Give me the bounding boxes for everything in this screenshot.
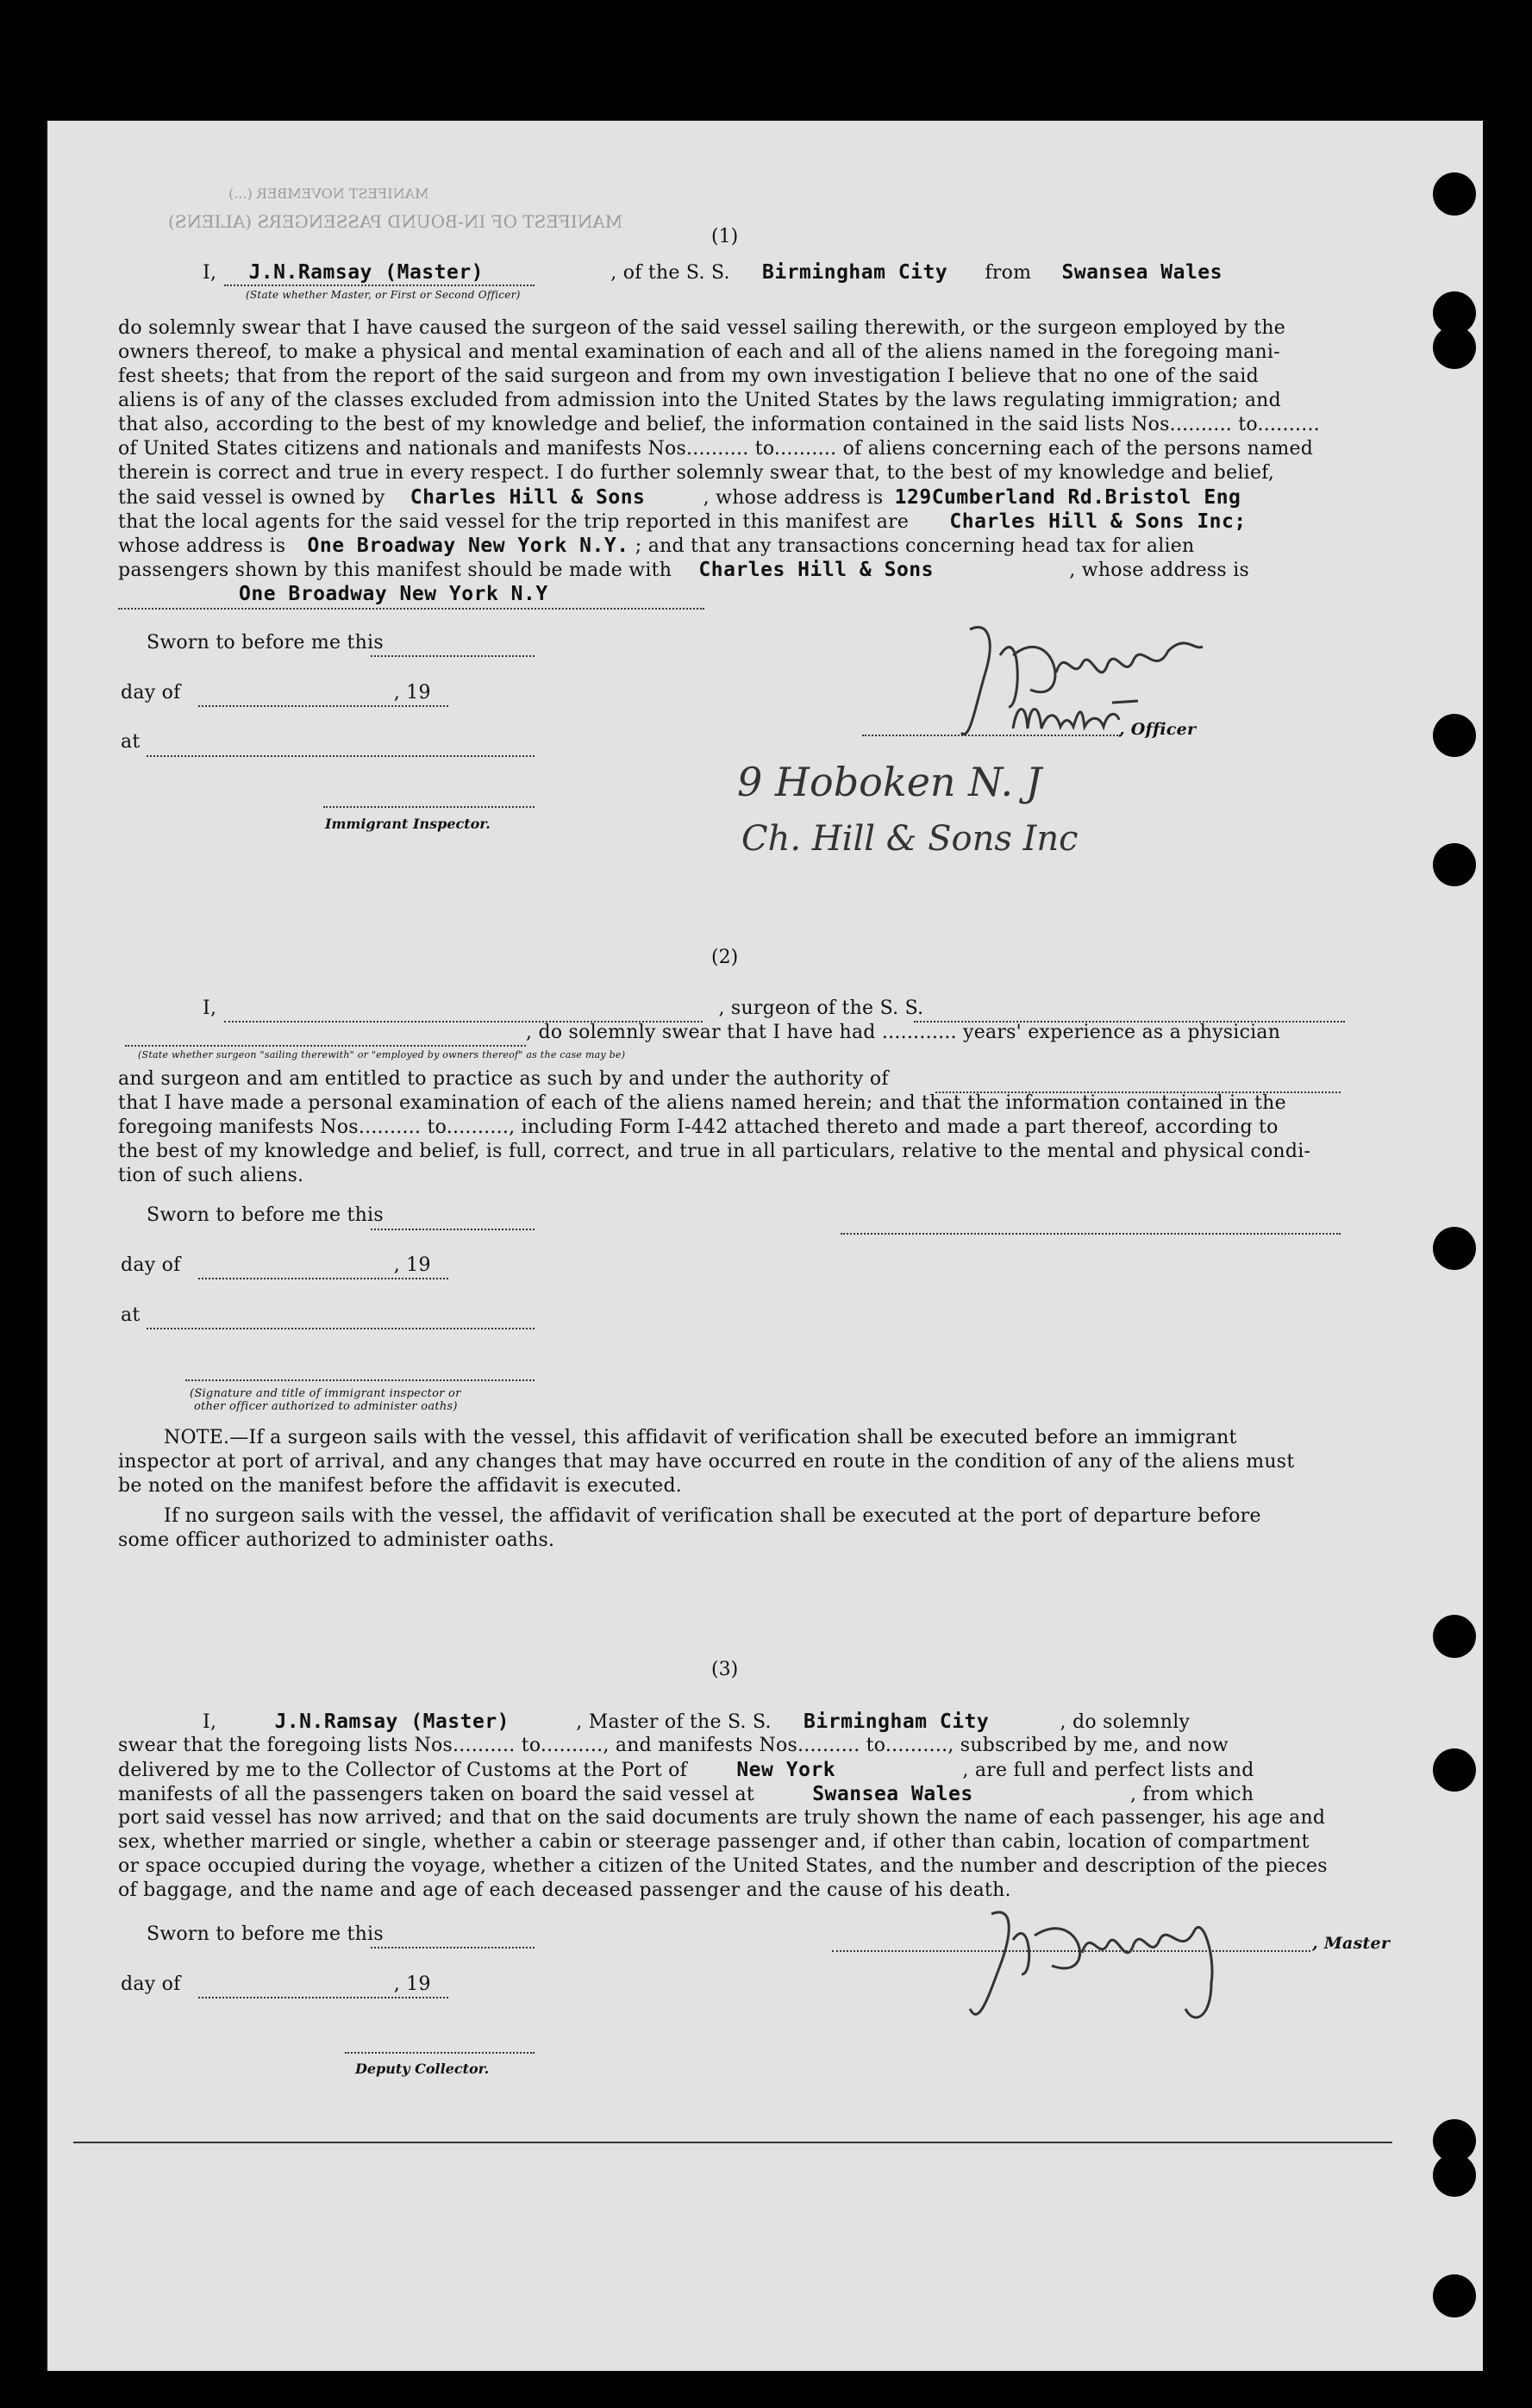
s2-line-1: I, , surgeon of the S. S. <box>203 998 924 1019</box>
ship-name: Birmingham City <box>762 261 948 284</box>
s2-para-3: and surgeon and am entitled to practice as such by and under the authority of <box>118 1068 889 1090</box>
s1-para-11: passengers shown by this manifest should be made with Charles Hill & Sons , whose address is <box>118 559 1250 581</box>
s1-inspector-rule <box>323 806 535 808</box>
s1-day-rule <box>198 705 448 707</box>
master-signature-3 <box>953 1888 1280 2035</box>
handwritten-note-1: 9 Hoboken N. J <box>737 759 1042 805</box>
s2-sworn: Sworn to before me this <box>147 1204 384 1226</box>
s3-para-2: swear that the foregoing lists Nos.......... to.........., and manifests Nos.......... to.........., subscribed by me, and now <box>118 1735 1229 1756</box>
s2-note-state: (State whether surgeon "sailing therewith" or "employed by owners thereof" as the case may be) <box>138 1049 626 1060</box>
s1-para-6: of United States citizens and nationals and manifests Nos.......... to.......... of aliens concerning each of the persons named <box>118 438 1314 460</box>
s1-para-1: do solemnly swear that I have caused the surgeon of the said vessel sailing therewith, or the surgeon employed by the <box>118 317 1286 339</box>
s2-sworn-rule <box>371 1229 535 1230</box>
manifest-page <box>47 121 1483 2371</box>
binder-hole <box>1433 326 1476 369</box>
head-tax-party: Charles Hill & Sons <box>698 559 935 581</box>
s2-para-5: foregoing manifests Nos.......... to.........., including Form I-442 attached thereto and made a part thereof, according to <box>118 1116 1279 1138</box>
s2-para-7: tion of such aliens. <box>118 1165 304 1186</box>
s2-at-rule <box>147 1328 535 1329</box>
s2-note-3: be noted on the manifest before the affidavit is executed. <box>118 1475 683 1497</box>
s1-sworn-rule <box>371 655 535 657</box>
handwritten-note-2: Ch. Hill & Sons Inc <box>741 819 1079 859</box>
s3-line-1: I, J.N.Ramsay (Master) , Master of the S. S. Birmingham City , do solemnly <box>203 1711 1191 1733</box>
owner-address: 129Cumberland Rd.Bristol Eng <box>894 486 1241 509</box>
section-2-number: (2) <box>711 947 739 968</box>
s2-sig-caption-1: (Signature and title of immigrant inspector or <box>190 1387 461 1400</box>
local-agents: Charles Hill & Sons Inc; <box>949 510 1247 533</box>
ghost-header-1: MANIFEST OF IN-BOUND PASSENGERS (ALIENS) <box>168 211 623 232</box>
departure-port: Swansea Wales <box>1061 261 1222 284</box>
s1-immigrant-inspector: Immigrant Inspector. <box>325 816 491 832</box>
binder-hole <box>1433 2154 1476 2197</box>
s3-sworn: Sworn to before me this <box>147 1923 384 1945</box>
s3-day-of: day of , 19 <box>121 1973 431 1995</box>
ghost-header-2: MANIFEST NOVEMBER (...) <box>228 185 429 202</box>
binder-hole <box>1433 714 1476 757</box>
s3-para-8: of baggage, and the name and age of each deceased passenger and the cause of his death. <box>118 1879 1011 1901</box>
s3-para-3: delivered by me to the Collector of Customs at the Port of New York , are full and perfect lists and <box>118 1759 1254 1781</box>
s1-note-state: (State whether Master, or First or Second Officer) <box>246 289 521 301</box>
s2-at: at <box>121 1304 141 1326</box>
s3-departure-port: Swansea Wales <box>812 1783 973 1805</box>
s3-collector-rule <box>345 2052 535 2054</box>
s1-sworn: Sworn to before me this <box>147 632 384 654</box>
s2-line-2: , do solemnly swear that I have had ............ years' experience as a physician <box>526 1022 1281 1043</box>
s2-note-4: If no surgeon sails with the vessel, the affidavit of verification shall be executed at the port of departure before <box>164 1505 1261 1527</box>
binder-hole <box>1433 172 1476 216</box>
s1-at-rule <box>147 755 535 757</box>
binder-hole <box>1433 1748 1476 1792</box>
s1-para-5: that also, according to the best of my knowledge and belief, the information contained in the said lists Nos.......... to.......... <box>118 414 1320 435</box>
s1-day-of: day of , 19 <box>121 682 431 704</box>
s1-at: at <box>121 731 141 753</box>
head-tax-address: One Broadway New York N.Y <box>239 583 548 605</box>
binder-hole <box>1433 1615 1476 1658</box>
s3-master-name: J.N.Ramsay (Master) <box>274 1711 510 1733</box>
s3-para-7: or space occupied during the voyage, whether a citizen of the United States, and the number and description of the pieces <box>118 1855 1328 1877</box>
s1-officer-label: , Officer <box>1119 720 1197 739</box>
master-name: J.N.Ramsay (Master) <box>248 261 485 284</box>
owner-name: Charles Hill & Sons <box>410 486 646 509</box>
binder-hole <box>1433 2274 1476 2317</box>
agents-address: One Broadway New York N.Y. <box>307 535 629 557</box>
s3-sworn-rule <box>371 1947 535 1948</box>
s2-sig-rule <box>185 1379 535 1381</box>
s2-para-6: the best of my knowledge and belief, is full, correct, and true in all particulars, relative to the mental and physical condi- <box>118 1141 1311 1162</box>
section-3-number: (3) <box>711 1659 739 1680</box>
binder-hole <box>1433 843 1476 886</box>
s2-para-4: that I have made a personal examination of each of the aliens named herein; and that the information contained in the <box>118 1092 1286 1114</box>
s2-note-1: NOTE.—If a surgeon sails with the vessel, this affidavit of verification shall be executed before an immigrant <box>164 1427 1237 1448</box>
s1-para-7: therein is correct and true in every respect. I do further solemnly swear that, to the best of my knowledge and belief, <box>118 462 1275 484</box>
s1-para-3: fest sheets; that from the report of the said surgeon and from my own investigation I believe that no one of the said <box>118 366 1259 387</box>
s3-para-5: port said vessel has now arrived; and that on the said documents are truly shown the name of each passenger, his age and <box>118 1807 1326 1829</box>
s2-day-of: day of , 19 <box>121 1254 431 1276</box>
s2-note-2: inspector at port of arrival, and any changes that may have occurred en route in the condition of any of the aliens must <box>118 1451 1295 1473</box>
s3-master-label: , Master <box>1312 1934 1391 1953</box>
s1-para-4: aliens is of any of the classes excluded from admission into the United States by the laws regulating immigration; and <box>118 390 1281 411</box>
s2-day-rule <box>198 1278 448 1279</box>
s2-surgeon-sig-rule <box>841 1233 1341 1235</box>
s3-ship-name: Birmingham City <box>804 1711 990 1733</box>
s1-para-8: the said vessel is owned by Charles Hill & Sons , whose address is 129Cumberland Rd.Bristol Eng <box>118 486 1241 509</box>
s3-para-6: sex, whether married or single, whether a cabin or steerage passenger and, if other than cabin, location of compartment <box>118 1831 1310 1853</box>
s1-para-9: that the local agents for the said vessel for the trip reported in this manifest are Charles Hill & Sons Inc; <box>118 510 1247 533</box>
s1-para-10: whose address is One Broadway New York N.Y. ; and that any transactions concerning head tax for alien <box>118 535 1195 557</box>
s1-para-2: owners thereof, to make a physical and mental examination of each and all of the aliens named in the foregoing mani- <box>118 341 1280 363</box>
s3-para-4: manifests of all the passengers taken on board the said vessel at Swansea Wales , from which <box>118 1783 1254 1805</box>
s1-officer-rule <box>862 735 1121 736</box>
s3-day-rule <box>198 1997 448 1998</box>
s1-head-tax-rule <box>118 608 704 610</box>
s1-line-1: I, J.N.Ramsay (Master) , of the S. S. Birmingham City from Swansea Wales <box>203 261 1222 284</box>
s3-master-sig-rule <box>832 1950 1310 1952</box>
section-1-number: (1) <box>711 226 739 247</box>
binder-hole <box>1433 1227 1476 1270</box>
s2-note-5: some officer authorized to administer oaths. <box>118 1529 555 1551</box>
s3-deputy-collector: Deputy Collector. <box>355 2061 490 2077</box>
bottom-rule <box>73 2142 1392 2143</box>
arrival-port: New York <box>736 1759 836 1781</box>
s2-sig-caption-2: other officer authorized to administer oaths) <box>194 1400 458 1413</box>
